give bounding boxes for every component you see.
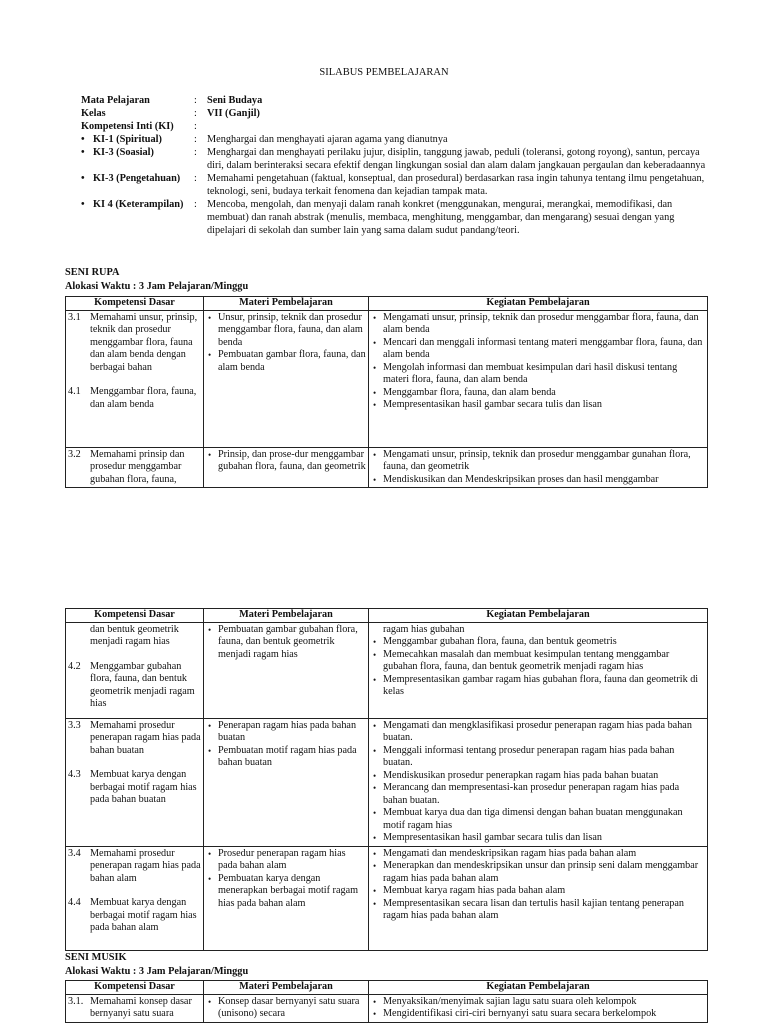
kegiatan-cell <box>369 622 708 718</box>
bullet-icon: • <box>81 147 85 158</box>
ki-item <box>81 146 711 172</box>
kd-text: Memahami unsur, prinsip, teknik dan prosedur menggambar flora, fauna dan alam benda dengan berbagai bahan <box>90 311 198 373</box>
kd-item <box>68 720 201 758</box>
header-kd: Kompetensi Dasar <box>66 297 204 311</box>
materi-cell <box>204 622 369 718</box>
list-item: • Membuat karya ragam hias pada bahan alam <box>371 885 705 898</box>
list-item: • Mencari dan menggali informasi tentang materi menggambar flora, fauna, dan alam benda <box>371 337 705 362</box>
kd-text: Menggambar flora, fauna, dan alam benda <box>90 386 197 410</box>
list-item: • Pembuatan karya dengan menerapkan berbagai motif ragam hias pada bahan alam <box>206 873 366 911</box>
ki-label: KI-1 (Spiritual) <box>93 134 162 145</box>
list-item: • Menggambar gubahan flora, fauna, dan bentuk geometris <box>371 636 705 649</box>
alokasi-waktu-seni-musik: Alokasi Waktu : 3 Jam Pelajaran/Minggu <box>65 966 249 977</box>
kd-text: Membuat karya dengan berbagai motif ragam hias pada bahan alam <box>90 897 197 933</box>
table-row <box>66 846 708 950</box>
meta-value: VII (Ganjil) <box>207 108 260 119</box>
kd-item <box>68 661 201 711</box>
list-item: • Unsur, prinsip, teknik dan prosedur menggambar flora, fauna, dan alam benda <box>206 312 366 350</box>
list-item: • Membuat karya dua dan tiga dimensi dengan bahan buatan menggunakan motif ragam hias <box>371 807 705 832</box>
meta-value: Seni Budaya <box>207 95 263 106</box>
meta-label: Mata Pelajaran <box>81 95 150 106</box>
meta-colon: : <box>194 121 197 132</box>
meta-ki <box>81 120 711 133</box>
kd-text: Memahami prinsip dan prosedur menggambar gubahan flora, fauna, <box>90 448 185 485</box>
header-kegiatan: Kegiatan Pembelajaran <box>369 981 708 995</box>
kd-number: 4.2 <box>68 660 81 672</box>
kd-number: 3.1 <box>68 311 81 323</box>
ki-item <box>81 133 711 146</box>
kd-cell <box>66 447 204 488</box>
kd-text: dan bentuk geometrik menjadi ragam hias <box>90 623 179 647</box>
kd-item <box>68 449 201 487</box>
meta-label: Kompetensi Inti (KI) <box>81 121 174 132</box>
list-item: • Pembuatan motif ragam hias pada bahan buatan <box>206 745 366 770</box>
silabus-table-seni-musik <box>65 980 708 1023</box>
header-kd: Kompetensi Dasar <box>66 981 204 995</box>
header-kegiatan: Kegiatan Pembelajaran <box>369 297 708 311</box>
list-item: • Pembuatan gambar gubahan flora, fauna, dan bentuk geometrik menjadi ragam hias <box>206 624 366 662</box>
meta-colon: : <box>194 134 197 145</box>
meta-colon: : <box>194 173 197 184</box>
kd-item <box>68 769 201 807</box>
materi-cell <box>204 994 369 1022</box>
kd-text: Membuat karya dengan berbagai motif ragam hias pada bahan buatan <box>90 769 197 805</box>
list-item: • Mempresentasikan secara lisan dan tertulis hasil kajian tentang penerapan ragam hias pada bahan alam <box>371 898 705 923</box>
header-materi: Materi Pembelajaran <box>204 609 369 623</box>
ki-text: Menghargai dan menghayati perilaku jujur, disiplin, tanggung jawab, peduli (toleransi, gotong royong), santun, percaya diri, dalam berinteraksi secara efektif dengan lingkungan sosial dan alam dalam jangkauan pergaulan dan keberadaannya <box>207 147 706 171</box>
ki-label: KI-3 (Pengetahuan) <box>93 173 181 184</box>
kd-cell <box>66 310 204 447</box>
materi-cell <box>204 310 369 447</box>
table-row <box>66 622 708 718</box>
kd-text: Memahami prosedur penerapan ragam hias pada bahan buatan <box>90 719 201 756</box>
table-header-row <box>66 981 708 995</box>
ki-label: KI 4 (Keterampilan) <box>93 199 184 210</box>
silabus-table-seni-rupa-1 <box>65 296 708 488</box>
kegiatan-cell <box>369 718 708 846</box>
table-header-row <box>66 297 708 311</box>
kd-number: 4.1 <box>68 386 81 397</box>
meta-colon: : <box>194 95 197 106</box>
kd-number <box>68 624 90 649</box>
section-heading-seni-rupa: SENI RUPA <box>65 267 120 278</box>
silabus-table-seni-rupa-2 <box>65 608 708 951</box>
list-item: • Mengamati dan mendeskripsikan ragam hias pada bahan alam <box>371 848 705 861</box>
kd-text: Memahami prosedur penerapan ragam hias pada bahan alam <box>90 847 201 884</box>
page-title: SILABUS PEMBELAJARAN <box>319 67 449 78</box>
kd-number: 4.4 <box>68 897 81 908</box>
bullet-icon: • <box>81 173 85 184</box>
list-item: • Menggambar flora, fauna, dan alam benda <box>371 387 705 400</box>
table-row <box>66 718 708 846</box>
ki-text: Menghargai dan menghayati ajaran agama yang dianutnya <box>207 134 448 145</box>
list-item: • Mempresentasikan hasil gambar secara tulis dan lisan <box>371 399 705 412</box>
meta-label: Kelas <box>81 108 106 119</box>
kegiatan-cell <box>369 310 708 447</box>
list-item: • Mendiskusikan dan Mendeskripsikan proses dan hasil menggambar <box>371 474 705 487</box>
kd-text: Menggambar gubahan flora, fauna, dan bentuk geometrik menjadi ragam hias <box>90 660 195 709</box>
table-row <box>66 447 708 488</box>
list-item: • Konsep dasar bernyanyi satu suara (unisono) secara <box>206 996 366 1021</box>
meta-kelas <box>81 107 711 120</box>
kd-item <box>68 996 201 1021</box>
meta-colon: : <box>194 199 197 210</box>
kegiatan-cell <box>369 846 708 950</box>
meta-colon: : <box>194 108 197 119</box>
header-kd: Kompetensi Dasar <box>66 609 204 623</box>
materi-cell <box>204 846 369 950</box>
list-item: • Memecahkan masalah dan membuat kesimpulan tentang menggambar gubahan flora, fauna, dan bentuk geometrik menjadi ragam hias <box>371 649 705 674</box>
section-heading-seni-musik: SENI MUSIK <box>65 952 127 963</box>
table-row <box>66 310 708 447</box>
table-row <box>66 994 708 1022</box>
list-item: • Mempresentasikan gambar ragam hias gubahan flora, fauna dan geometrik di kelas <box>371 674 705 699</box>
list-item: • Mempresentasikan hasil gambar secara tulis dan lisan <box>371 832 705 845</box>
materi-cell <box>204 447 369 488</box>
materi-cell <box>204 718 369 846</box>
list-item: • Mendiskusikan prosedur penerapkan ragam hias pada bahan buatan <box>371 770 705 783</box>
list-item: • Prinsip, dan prose-dur menggambar gubahan flora, fauna, dan geometrik <box>206 449 366 474</box>
ki-label: KI-3 (Soasial) <box>93 147 154 158</box>
list-item: • Mengolah informasi dan membuat kesimpulan dari hasil diskusi tentang materi flora, fauna, dan alam benda <box>371 362 705 387</box>
kd-cell <box>66 846 204 950</box>
kd-item <box>68 624 201 649</box>
bullet-icon: • <box>81 134 85 145</box>
list-item: • Menyaksikan/menyimak sajian lagu satu suara oleh kelompok <box>371 996 705 1009</box>
list-item: • Mengidentifikasi ciri-ciri bernyanyi satu suara secara berkelompok <box>371 1008 705 1021</box>
list-item: • Penerapan ragam hias pada bahan buatan <box>206 720 366 745</box>
kd-item <box>68 848 201 886</box>
kd-cell <box>66 994 204 1022</box>
list-item: • Menggali informasi tentang prosedur penerapan ragam hias pada bahan buatan. <box>371 745 705 770</box>
bullet-icon: • <box>81 199 85 210</box>
list-item: • Pembuatan gambar flora, fauna, dan alam benda <box>206 349 366 374</box>
header-materi: Materi Pembelajaran <box>204 297 369 311</box>
meta-mapel <box>81 94 711 107</box>
continued-text: ragam hias gubahan <box>383 623 465 635</box>
kegiatan-cell <box>369 447 708 488</box>
meta-colon: : <box>194 147 197 158</box>
kd-cell <box>66 718 204 846</box>
kd-text: Memahami konsep dasar bernyanyi satu suara <box>90 995 192 1019</box>
kd-number: 3.1. <box>68 995 84 1007</box>
document-meta <box>81 94 711 237</box>
list-item: • Menerapkan dan mendeskripsikan unsur dan prinsip seni dalam menggambar ragam hias pada bahan alam <box>371 860 705 885</box>
list-item: • Mengamati dan mengklasifikasi prosedur penerapan ragam hias pada bahan buatan. <box>371 720 705 745</box>
list-item: • Prosedur penerapan ragam hias pada bahan alam <box>206 848 366 873</box>
ki-text: Memahami pengetahuan (faktual, konseptual, dan prosedural) berdasarkan rasa ingin tahunya tentang ilmu pengetahuan, teknologi, seni, budaya terkait fenomena dan kejadian tampak mata. <box>207 173 705 197</box>
header-kegiatan: Kegiatan Pembelajaran <box>369 609 708 623</box>
kd-number: 3.2 <box>68 448 81 460</box>
list-item: • Merancang dan mempresentasi-kan prosedur penerapan ragam hias pada bahan buatan. <box>371 782 705 807</box>
list-item: • Mengamati unsur, prinsip, teknik dan prosedur menggambar gunahan flora, fauna, dan geometrik <box>371 449 705 474</box>
ki-item <box>81 172 711 198</box>
kd-number: 3.4 <box>68 847 81 859</box>
kd-item <box>68 897 201 935</box>
kegiatan-cell <box>369 994 708 1022</box>
alokasi-waktu-seni-rupa: Alokasi Waktu : 3 Jam Pelajaran/Minggu <box>65 281 249 292</box>
kd-cell <box>66 622 204 718</box>
ki-text: Mencoba, mengolah, dan menyaji dalam ranah konkret (menggunakan, mengurai, merangkai, memodifikasi, dan membuat) dan ranah abstrak (menulis, membaca, menghitung, menggambar, dan mengarang) sesuai dengan yang dipelajari di sekolah dan sumber lain yang sama dalam sudut pandang/teori. <box>207 199 675 236</box>
table-header-row <box>66 609 708 623</box>
list-item: • Mengamati unsur, prinsip, teknik dan prosedur menggambar flora, fauna, dan alam benda <box>371 312 705 337</box>
kd-item <box>68 312 201 375</box>
kd-number: 3.3 <box>68 719 81 731</box>
header-materi: Materi Pembelajaran <box>204 981 369 995</box>
kd-item <box>68 386 201 411</box>
ki-item <box>81 198 711 237</box>
kd-number: 4.3 <box>68 769 81 780</box>
